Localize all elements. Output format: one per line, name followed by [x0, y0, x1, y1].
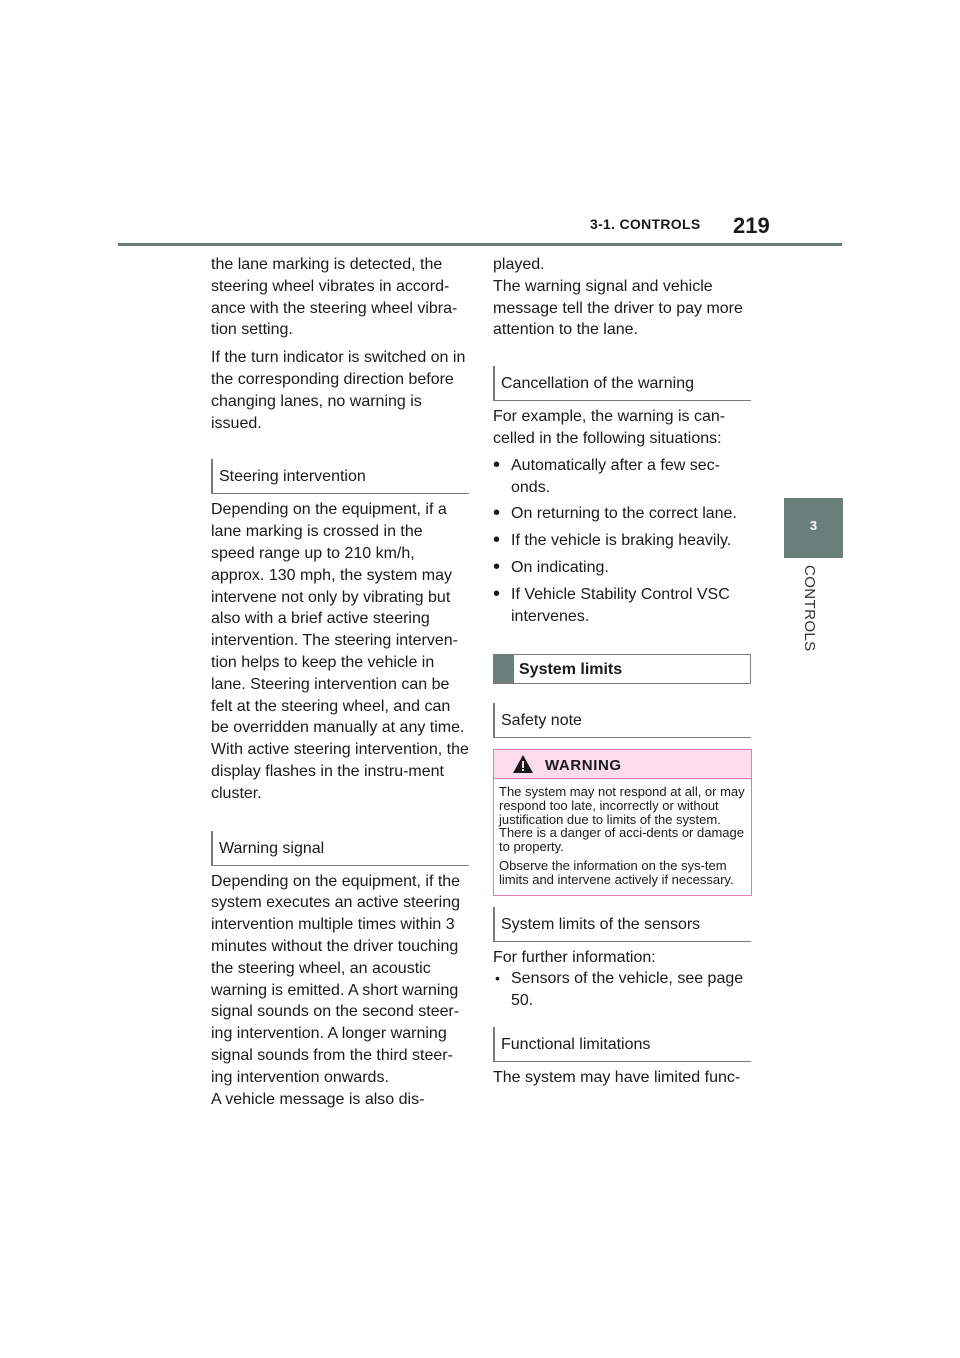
subheading-sensor-limits: System limits of the sensors — [493, 907, 751, 942]
system-limits-heading — [493, 654, 751, 684]
list-item: • Automatically after a few sec-onds. — [493, 455, 751, 499]
paragraph: The warning signal and vehicle message tell the driver to pay more attention to the lane. — [493, 277, 743, 339]
paragraph: the lane marking is detected, the steering wheel vibrates in accord-ance with the steering wheel vibra-tion setting. — [211, 256, 458, 339]
paragraph: For example, the warning is can-celled in the following situations: — [493, 408, 726, 447]
warning-triangle-icon — [512, 754, 534, 774]
warning-title: WARNING — [545, 757, 622, 775]
subheading-warning-signal: Warning signal — [211, 831, 469, 866]
warning-text: Observe the information on the sys-tem limits and intervene actively if necessary. — [499, 858, 734, 887]
list-item: • Sensors of the vehicle, see page 50. — [493, 968, 751, 1012]
warning-text: The system may not respond at all, or may respond too late, incorrectly or without justification due to limits of the system. There is a danger of acci-dents or damage to property. — [499, 784, 745, 854]
subheading-safety-note: Safety note — [493, 703, 751, 738]
heading-marker — [494, 655, 514, 683]
subheading-functional-limitations: Functional limitations — [493, 1027, 751, 1062]
list-item: • On returning to the correct lane. — [493, 503, 751, 525]
list-item: • If Vehicle Stability Control VSC intervenes. — [493, 584, 751, 628]
paragraph: Depending on the equipment, if a lane marking is crossed in the speed range up to 210 km/h, approx. 130 mph, the system may intervene not only by vibrating but also with a brief active steering intervention. The steering interven-tion helps to keep the vehicle in lane. Steering intervention can be felt at the steering wheel, and can be overridden manually at any time. With active steering intervention, the display flashes in the instru-ment cluster. — [211, 501, 469, 802]
cancellation-list — [493, 455, 751, 628]
column-right — [493, 254, 751, 1089]
paragraph: A vehicle message is also dis- — [211, 1090, 425, 1108]
info-list — [493, 968, 751, 1012]
subheading-cancellation: Cancellation of the warning — [493, 366, 751, 401]
warning-body — [494, 779, 751, 894]
paragraph: played. — [493, 256, 545, 273]
paragraph: The system may have limited func- — [493, 1068, 741, 1086]
section-title: 3-1. CONTROLS — [590, 216, 701, 232]
chapter-label: CONTROLS — [801, 565, 818, 652]
warning-header — [494, 750, 751, 779]
warning-box — [493, 749, 752, 895]
page-number: 219 — [733, 213, 770, 238]
list-item: • On indicating. — [493, 557, 751, 579]
chapter-number: 3 — [809, 518, 818, 533]
paragraph: Depending on the equipment, if the system executes an active steering intervention multiple times within 3 minutes without the driver touching the steering wheel, an acoustic warning is emitted. A short warning signal sounds on the second steer-ing intervention. A longer warning signal sounds from the third steer-ing intervention onwards. — [211, 872, 461, 1086]
subheading-steering-intervention: Steering intervention — [211, 459, 469, 494]
paragraph: If the turn indicator is switched on in the corresponding direction before changing lanes, no warning is issued. — [211, 349, 466, 432]
header-rule — [118, 243, 842, 246]
heading-text: System limits — [519, 661, 623, 679]
paragraph: For further information: — [493, 948, 656, 966]
column-left — [211, 254, 469, 1110]
list-item: • If the vehicle is braking heavily. — [493, 530, 751, 552]
